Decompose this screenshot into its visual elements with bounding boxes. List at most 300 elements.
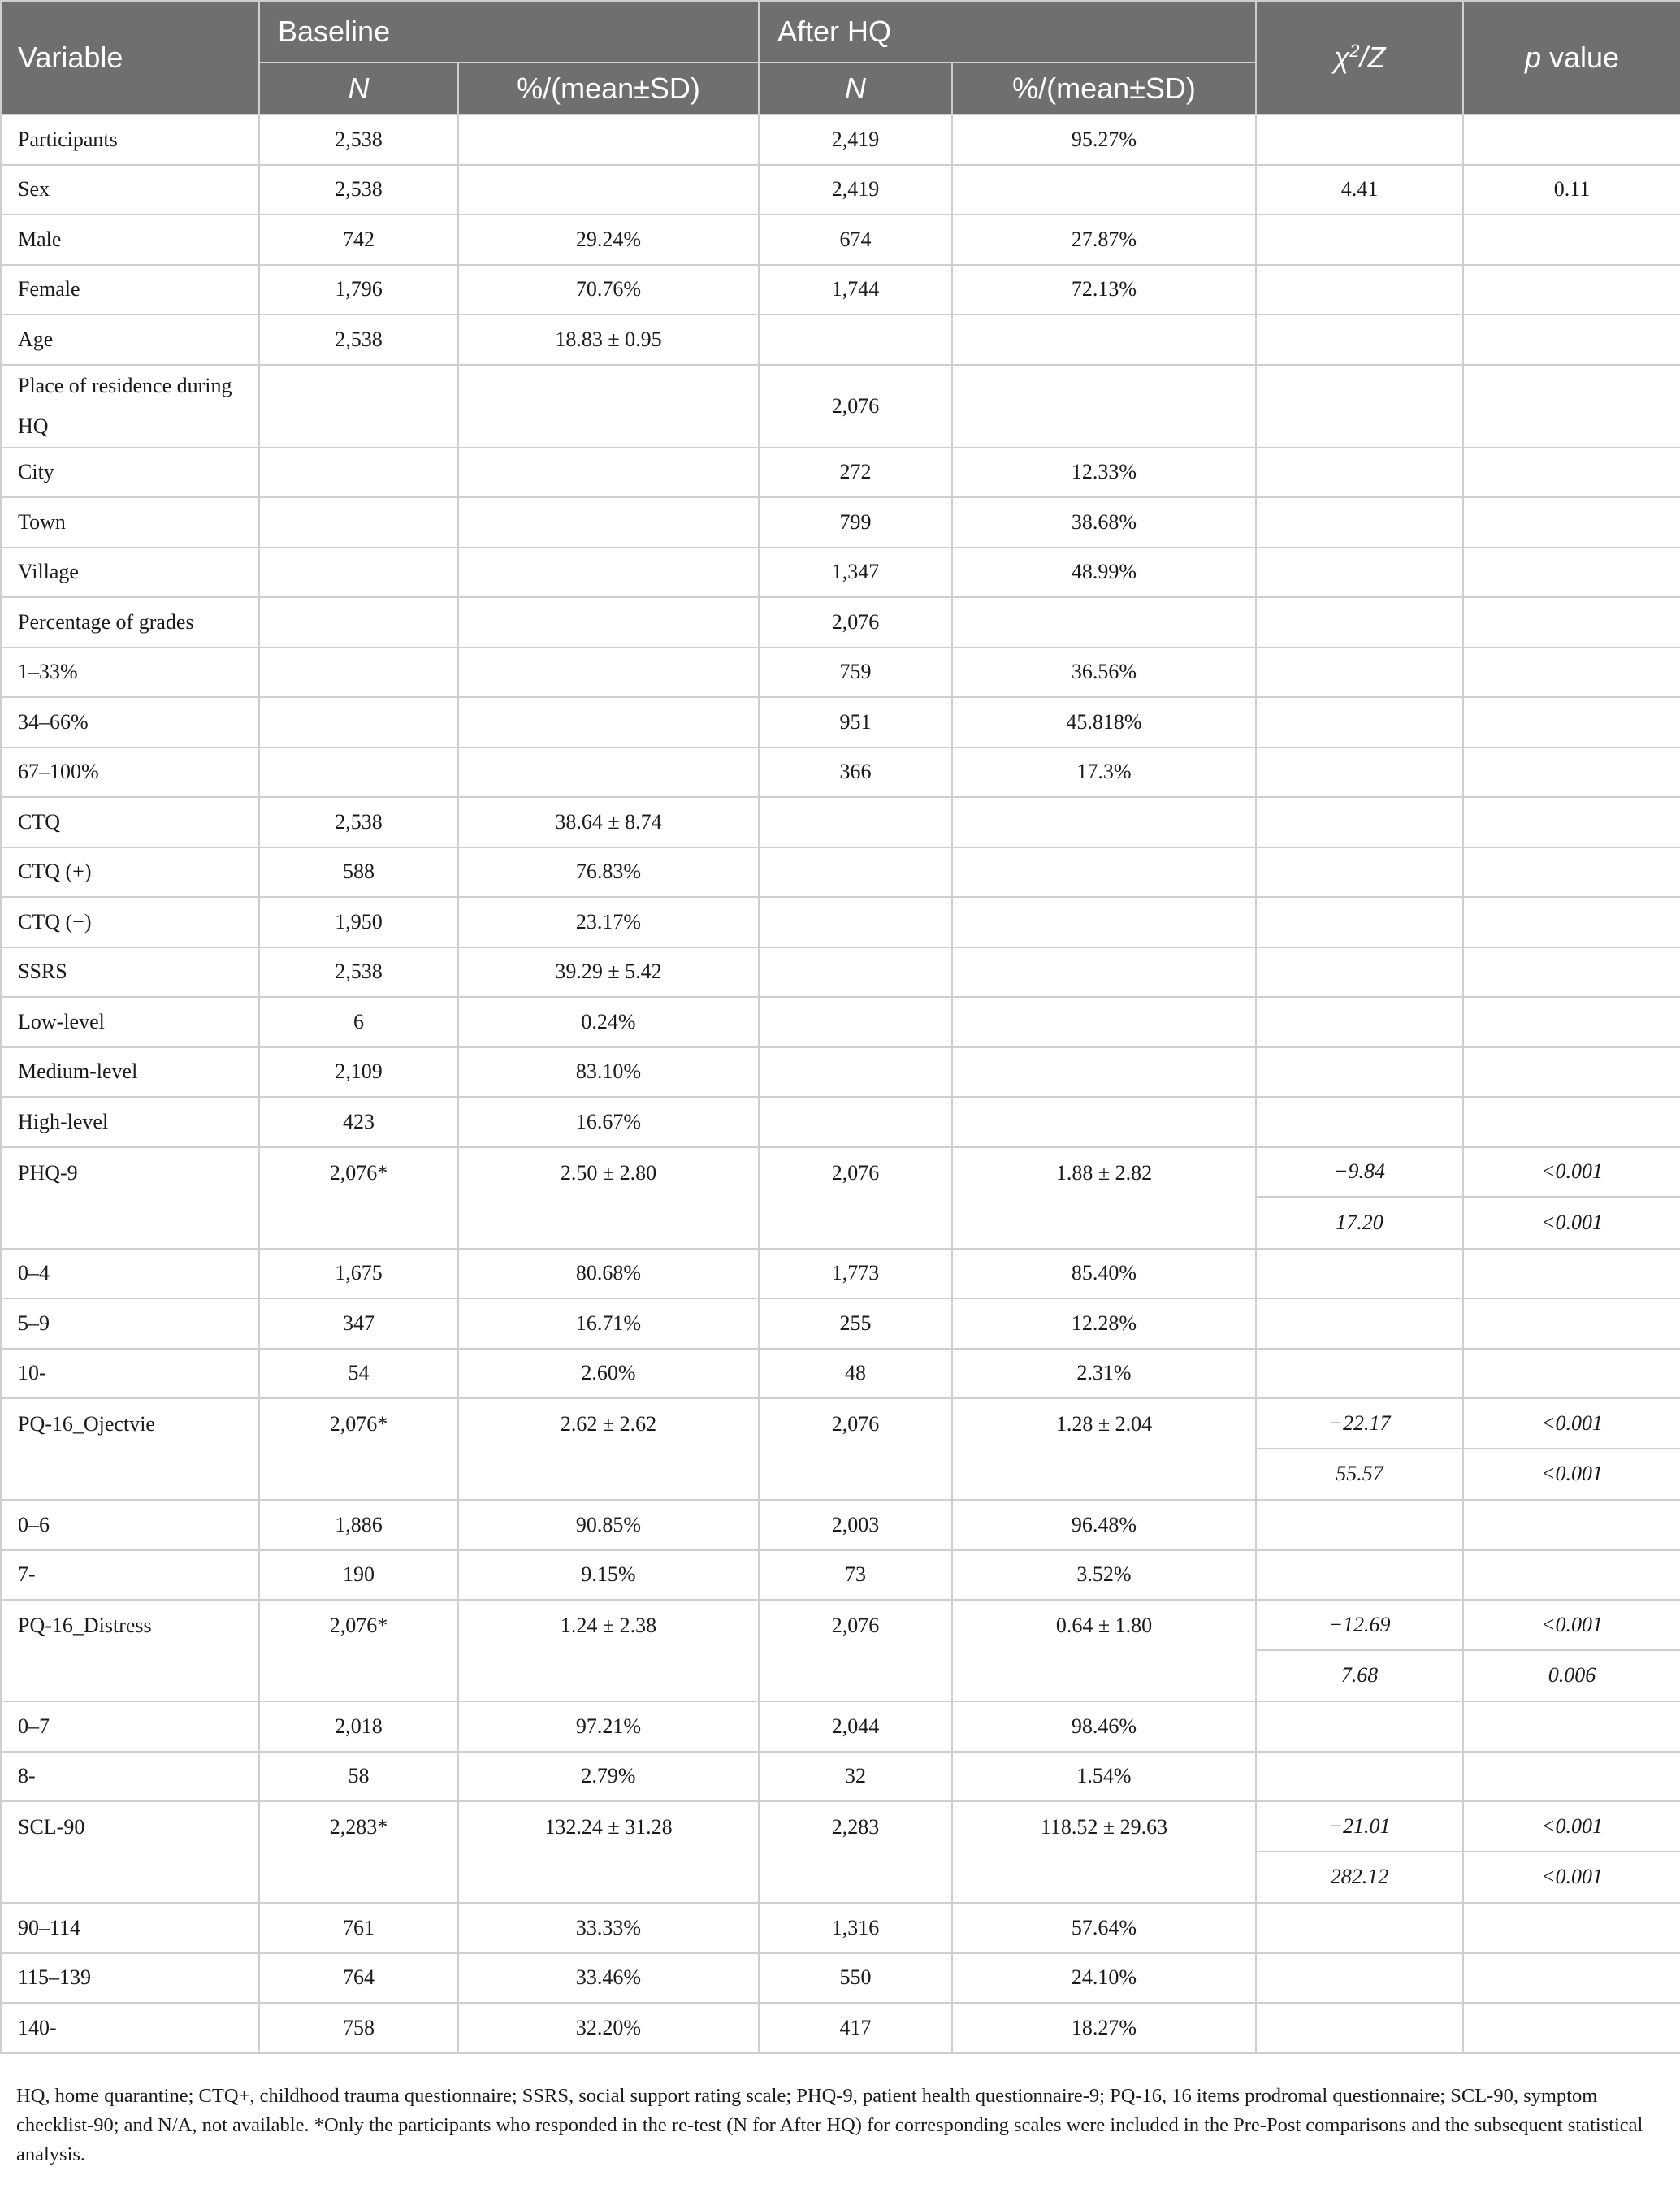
table-row	[1, 897, 1680, 947]
row-label: Participants	[1, 115, 259, 165]
header-baseline: Baseline	[259, 1, 759, 63]
cell-baseline-pct: 2.79%	[458, 1752, 759, 1802]
table-row	[1, 1500, 1680, 1550]
cell-baseline-n: 758	[259, 2003, 458, 2053]
table-row	[1, 1701, 1680, 1752]
header-after-n: N	[759, 63, 952, 115]
row-label: 140-	[1, 2003, 259, 2053]
cell-chi-stat: 7.68	[1340, 1663, 1379, 1688]
table-row	[1, 1349, 1680, 1399]
cell-baseline-pct: 16.71%	[458, 1298, 759, 1349]
cell-p-value	[1463, 597, 1680, 648]
cell-after-n: 1,347	[759, 548, 952, 598]
cell-baseline-pct: 70.76%	[458, 265, 759, 315]
cell-baseline-n: 2,538	[259, 947, 458, 998]
cell-baseline-n: 2,018	[259, 1701, 458, 1752]
cell-p-value	[1463, 1953, 1680, 2004]
cell-p-value	[1463, 448, 1680, 498]
header-variable: Variable	[1, 1, 259, 115]
cell-after-pct: 24.10%	[952, 1953, 1256, 2004]
cell-baseline-n: 347	[259, 1298, 458, 1349]
cell-after-pct: 118.52 ± 29.63	[952, 1801, 1256, 1903]
cell-after-n: 2,419	[759, 115, 952, 165]
table-row	[1, 697, 1680, 748]
cell-stat	[1256, 897, 1463, 947]
cell-p-value	[1463, 1047, 1680, 1098]
cell-after-pct: 96.48%	[952, 1500, 1256, 1550]
cell-p-value	[1463, 1752, 1680, 1802]
header-baseline-pct: %/(mean±SD)	[458, 63, 759, 115]
cell-p-value	[1463, 548, 1680, 598]
cell-after-pct	[952, 597, 1256, 648]
header-baseline-n: N	[259, 63, 458, 115]
cell-baseline-n	[259, 497, 458, 548]
cell-baseline-pct: 38.64 ± 8.74	[458, 797, 759, 847]
cell-after-n	[759, 897, 952, 947]
cell-baseline-n: 742	[259, 214, 458, 265]
cell-p-value	[1463, 648, 1680, 698]
cell-p-value	[1463, 1500, 1680, 1550]
cell-baseline-n	[259, 548, 458, 598]
cell-stat	[1256, 365, 1463, 448]
cell-after-pct: 27.87%	[952, 214, 1256, 265]
table-row	[1, 1398, 1680, 1500]
cell-stat	[1256, 1500, 1463, 1550]
cell-baseline-pct	[458, 548, 759, 598]
cell-stat	[1256, 1097, 1463, 1147]
cell-baseline-pct: 39.29 ± 5.42	[458, 947, 759, 998]
cell-p-value: <0.001	[1464, 1399, 1680, 1450]
cell-after-pct: 38.68%	[952, 497, 1256, 548]
row-label: 1–33%	[1, 648, 259, 698]
table-row	[1, 1903, 1680, 1953]
cell-baseline-n: 1,950	[259, 897, 458, 947]
cell-p-value	[1463, 2003, 1680, 2053]
cell-baseline-pct: 16.67%	[458, 1097, 759, 1147]
cell-p-value-2: 0.006	[1548, 1663, 1596, 1688]
cell-baseline-n: 2,538	[259, 165, 458, 215]
cell-stat	[1256, 1298, 1463, 1349]
cell-p-value	[1463, 365, 1680, 448]
row-label: Female	[1, 265, 259, 315]
row-label: 8-	[1, 1752, 259, 1802]
cell-baseline-pct: 0.24%	[458, 997, 759, 1047]
cell-baseline-n: 2,076*	[259, 1147, 458, 1249]
table-row	[1, 448, 1680, 498]
cell-stat	[1256, 697, 1463, 748]
cell-after-pct: 0.64 ± 1.80	[952, 1600, 1256, 1701]
cell-stat	[1256, 1701, 1463, 1752]
cell-baseline-n: 1,675	[259, 1249, 458, 1299]
table-row	[1, 214, 1680, 265]
cell-stat	[1256, 748, 1463, 798]
table-row	[1, 497, 1680, 548]
cell-p-value	[1463, 847, 1680, 898]
cell-baseline-pct: 2.62 ± 2.62	[458, 1398, 759, 1500]
table-row	[1, 548, 1680, 598]
cell-baseline-n	[259, 365, 458, 448]
cell-after-pct: 57.64%	[952, 1903, 1256, 1953]
cell-after-pct	[952, 997, 1256, 1047]
cell-p-value	[1463, 1349, 1680, 1399]
cell-baseline-n	[259, 748, 458, 798]
cell-stat	[1256, 947, 1463, 998]
cell-baseline-n	[259, 597, 458, 648]
cell-after-n: 1,744	[759, 265, 952, 315]
table-row	[1, 1097, 1680, 1147]
cell-after-n: 550	[759, 1953, 952, 2004]
cell-baseline-pct: 29.24%	[458, 214, 759, 265]
cell-baseline-pct	[458, 165, 759, 215]
table-row	[1, 597, 1680, 648]
cell-stat	[1256, 1953, 1463, 2004]
cell-stat	[1256, 448, 1463, 498]
row-label: SSRS	[1, 947, 259, 998]
cell-baseline-n: 2,538	[259, 797, 458, 847]
header-after-hq: After HQ	[759, 1, 1256, 63]
cell-stat	[1256, 1249, 1463, 1299]
cell-after-n: 799	[759, 497, 952, 548]
cell-after-pct	[952, 1097, 1256, 1147]
row-label: High-level	[1, 1097, 259, 1147]
cell-baseline-n: 2,076*	[259, 1600, 458, 1701]
cell-stat	[1256, 997, 1463, 1047]
table-row	[1, 265, 1680, 315]
table-row	[1, 1953, 1680, 2004]
cell-after-pct: 36.56%	[952, 648, 1256, 698]
cell-stat-stack	[1256, 1147, 1463, 1249]
cell-baseline-pct	[458, 648, 759, 698]
cell-after-n: 272	[759, 448, 952, 498]
row-label: Percentage of grades	[1, 597, 259, 648]
cell-stat	[1256, 797, 1463, 847]
cell-after-pct: 17.3%	[952, 748, 1256, 798]
cell-baseline-n: 2,109	[259, 1047, 458, 1098]
row-label: Low-level	[1, 997, 259, 1047]
table-row	[1, 997, 1680, 1047]
cell-after-n: 32	[759, 1752, 952, 1802]
cell-p-value: 0.11	[1463, 165, 1680, 215]
cell-stat	[1256, 115, 1463, 165]
cell-after-pct	[952, 165, 1256, 215]
table-row	[1, 2003, 1680, 2053]
cell-p-value	[1463, 1903, 1680, 1953]
cell-baseline-n: 2,538	[259, 314, 458, 365]
row-label: PQ-16_Distress	[1, 1600, 259, 1701]
cell-baseline-pct: 33.33%	[458, 1903, 759, 1953]
cell-after-n	[759, 947, 952, 998]
row-label: Place of residence during HQ	[1, 365, 259, 448]
cell-baseline-n: 1,886	[259, 1500, 458, 1550]
cell-p-value: <0.001	[1464, 1148, 1680, 1198]
cell-stat-stack	[1256, 1398, 1463, 1500]
row-label: 10-	[1, 1349, 259, 1399]
cell-after-pct: 72.13%	[952, 265, 1256, 315]
row-label: CTQ	[1, 797, 259, 847]
cell-stat	[1256, 548, 1463, 598]
table-row	[1, 1298, 1680, 1349]
row-label: 0–6	[1, 1500, 259, 1550]
row-label: Town	[1, 497, 259, 548]
cell-baseline-n	[259, 448, 458, 498]
cell-baseline-pct: 83.10%	[458, 1047, 759, 1098]
cell-after-pct	[952, 1047, 1256, 1098]
row-label: SCL-90	[1, 1801, 259, 1903]
table-row	[1, 1600, 1680, 1701]
row-label: CTQ (+)	[1, 847, 259, 898]
cell-p-stack	[1463, 1147, 1680, 1249]
cell-after-pct: 98.46%	[952, 1701, 1256, 1752]
header-p-value: p value	[1463, 1, 1680, 115]
row-label: PQ-16_Ojectvie	[1, 1398, 259, 1500]
cell-after-n: 1,773	[759, 1249, 952, 1299]
cell-after-n: 366	[759, 748, 952, 798]
cell-after-pct: 1.88 ± 2.82	[952, 1147, 1256, 1249]
cell-baseline-pct: 23.17%	[458, 897, 759, 947]
cell-stat	[1256, 497, 1463, 548]
cell-baseline-n	[259, 697, 458, 748]
row-label: 115–139	[1, 1953, 259, 2004]
cell-z-stat: −12.69	[1257, 1601, 1462, 1651]
cell-p-value	[1463, 1298, 1680, 1349]
cell-after-n: 2,003	[759, 1500, 952, 1550]
row-label: 7-	[1, 1550, 259, 1601]
row-label: Age	[1, 314, 259, 365]
table-body	[1, 115, 1680, 2053]
table-row	[1, 365, 1680, 448]
cell-after-n	[759, 847, 952, 898]
cell-baseline-n: 761	[259, 1903, 458, 1953]
cell-after-pct: 12.33%	[952, 448, 1256, 498]
cell-p-value	[1463, 314, 1680, 365]
cell-after-n: 2,283	[759, 1801, 952, 1903]
header-after-pct: %/(mean±SD)	[952, 63, 1256, 115]
table-row	[1, 1550, 1680, 1601]
row-label: 34–66%	[1, 697, 259, 748]
cell-after-pct	[952, 897, 1256, 947]
table-row	[1, 165, 1680, 215]
cell-stat	[1256, 648, 1463, 698]
cell-stat	[1256, 1752, 1463, 1802]
row-label: 0–4	[1, 1249, 259, 1299]
cell-after-pct	[952, 365, 1256, 448]
cell-after-n: 2,076	[759, 1398, 952, 1500]
table-row	[1, 1147, 1680, 1249]
cell-baseline-n: 2,283*	[259, 1801, 458, 1903]
cell-baseline-pct	[458, 448, 759, 498]
cell-baseline-pct	[458, 365, 759, 448]
row-label: 67–100%	[1, 748, 259, 798]
row-label: Sex	[1, 165, 259, 215]
table-row	[1, 314, 1680, 365]
cell-baseline-n: 588	[259, 847, 458, 898]
table-row	[1, 1249, 1680, 1299]
row-label: City	[1, 448, 259, 498]
table-row	[1, 648, 1680, 698]
cell-baseline-pct: 32.20%	[458, 2003, 759, 2053]
cell-stat-stack	[1256, 1801, 1463, 1903]
cell-p-stack	[1463, 1600, 1680, 1701]
cell-chi-stat: 282.12	[1330, 1865, 1389, 1889]
cell-z-stat: −21.01	[1257, 1802, 1462, 1852]
cell-p-stack	[1463, 1398, 1680, 1500]
cell-after-n	[759, 997, 952, 1047]
cell-baseline-pct: 2.60%	[458, 1349, 759, 1399]
cell-stat	[1256, 214, 1463, 265]
cell-baseline-pct: 33.46%	[458, 1953, 759, 2004]
cell-baseline-n: 6	[259, 997, 458, 1047]
cell-after-pct	[952, 797, 1256, 847]
cell-after-pct: 48.99%	[952, 548, 1256, 598]
cell-after-n: 417	[759, 2003, 952, 2053]
cell-after-n: 759	[759, 648, 952, 698]
cell-after-n: 1,316	[759, 1903, 952, 1953]
row-label: Medium-level	[1, 1047, 259, 1098]
cell-stat	[1256, 597, 1463, 648]
table-row	[1, 1047, 1680, 1098]
cell-p-value	[1463, 797, 1680, 847]
cell-p-value	[1463, 947, 1680, 998]
cell-after-n: 2,419	[759, 165, 952, 215]
cell-baseline-pct: 76.83%	[458, 847, 759, 898]
cell-baseline-pct	[458, 597, 759, 648]
cell-baseline-pct: 1.24 ± 2.38	[458, 1600, 759, 1701]
row-label: 0–7	[1, 1701, 259, 1752]
cell-after-pct	[952, 314, 1256, 365]
cell-stat	[1256, 1903, 1463, 1953]
cell-baseline-pct	[458, 115, 759, 165]
cell-after-n: 2,044	[759, 1701, 952, 1752]
cell-after-n: 674	[759, 214, 952, 265]
cell-stat	[1256, 265, 1463, 315]
cell-p-value-2: <0.001	[1540, 1865, 1604, 1889]
cell-after-n: 2,076	[759, 1600, 952, 1701]
cell-p-value	[1463, 214, 1680, 265]
cell-after-n: 255	[759, 1298, 952, 1349]
table-row	[1, 748, 1680, 798]
row-label: PHQ-9	[1, 1147, 259, 1249]
cell-baseline-n: 1,796	[259, 265, 458, 315]
cell-after-pct: 1.54%	[952, 1752, 1256, 1802]
cell-after-pct: 45.818%	[952, 697, 1256, 748]
cell-baseline-n: 2,076*	[259, 1398, 458, 1500]
cell-baseline-pct: 97.21%	[458, 1701, 759, 1752]
cell-baseline-pct: 80.68%	[458, 1249, 759, 1299]
cell-baseline-pct	[458, 697, 759, 748]
row-label: 5–9	[1, 1298, 259, 1349]
cell-p-value	[1463, 115, 1680, 165]
cell-after-n: 73	[759, 1550, 952, 1601]
row-label: CTQ (−)	[1, 897, 259, 947]
cell-stat-stack	[1256, 1600, 1463, 1701]
cell-p-value	[1463, 497, 1680, 548]
cell-baseline-pct: 2.50 ± 2.80	[458, 1147, 759, 1249]
cell-after-pct: 95.27%	[952, 115, 1256, 165]
table-row	[1, 1801, 1680, 1903]
cell-p-value-2: <0.001	[1540, 1210, 1604, 1234]
footnote: HQ, home quarantine; CTQ+, childhood trauma questionnaire; SSRS, social support rating scale; PHQ-9, patient health questionnaire-9; PQ-16, 16 items prodromal questionnaire; SCL-90, symptom checklist-90; and N/A, not available. *Only the participants who responded in the re-test (N for After HQ) for corresponding scales were included in the Pre-Post comparisons and the subsequent statistical analysis.	[16, 2085, 1643, 2165]
cell-after-pct: 3.52%	[952, 1550, 1256, 1601]
cell-stat	[1256, 1349, 1463, 1399]
cell-after-n	[759, 314, 952, 365]
cell-baseline-pct	[458, 748, 759, 798]
cell-z-stat: −22.17	[1257, 1399, 1462, 1450]
row-label: 90–114	[1, 1903, 259, 1953]
cell-baseline-n: 764	[259, 1953, 458, 2004]
cell-baseline-n: 2,538	[259, 115, 458, 165]
cell-p-value	[1463, 748, 1680, 798]
table-header	[1, 1, 1680, 115]
cell-after-n: 951	[759, 697, 952, 748]
cell-p-value	[1463, 1097, 1680, 1147]
cell-after-pct: 1.28 ± 2.04	[952, 1398, 1256, 1500]
cell-p-value	[1463, 697, 1680, 748]
cell-stat	[1256, 847, 1463, 898]
cell-p-stack	[1463, 1801, 1680, 1903]
cell-chi-stat: 17.20	[1336, 1210, 1383, 1234]
cell-baseline-pct	[458, 497, 759, 548]
table-row	[1, 115, 1680, 165]
table-row	[1, 947, 1680, 998]
cell-stat	[1256, 314, 1463, 365]
cell-after-n: 2,076	[759, 365, 952, 448]
cell-after-n: 48	[759, 1349, 952, 1399]
cell-p-value-2: <0.001	[1540, 1462, 1604, 1486]
cell-baseline-n	[259, 648, 458, 698]
cell-after-n: 2,076	[759, 597, 952, 648]
cell-baseline-pct: 132.24 ± 31.28	[458, 1801, 759, 1903]
cell-after-pct: 2.31%	[952, 1349, 1256, 1399]
table-row	[1, 797, 1680, 847]
row-label: Male	[1, 214, 259, 265]
cell-after-n	[759, 797, 952, 847]
cell-p-value	[1463, 1701, 1680, 1752]
cell-stat	[1256, 2003, 1463, 2053]
cell-after-pct: 12.28%	[952, 1298, 1256, 1349]
cell-baseline-pct: 18.83 ± 0.95	[458, 314, 759, 365]
cell-p-value	[1463, 897, 1680, 947]
cell-baseline-pct: 9.15%	[458, 1550, 759, 1601]
cell-stat	[1256, 1047, 1463, 1098]
cell-p-value	[1463, 997, 1680, 1047]
row-label: Village	[1, 548, 259, 598]
cell-baseline-n: 190	[259, 1550, 458, 1601]
cell-after-n: 2,076	[759, 1147, 952, 1249]
cell-baseline-n: 58	[259, 1752, 458, 1802]
cell-after-pct	[952, 847, 1256, 898]
cell-p-value	[1463, 1249, 1680, 1299]
cell-baseline-n: 54	[259, 1349, 458, 1399]
cell-z-stat: −9.84	[1257, 1148, 1462, 1198]
cell-stat: 4.41	[1256, 165, 1463, 215]
cell-chi-stat: 55.57	[1336, 1462, 1383, 1486]
cell-p-value: <0.001	[1464, 1601, 1680, 1651]
cell-after-n	[759, 1047, 952, 1098]
cell-p-value	[1463, 1550, 1680, 1601]
cell-baseline-pct: 90.85%	[458, 1500, 759, 1550]
table-row	[1, 847, 1680, 898]
cell-p-value: <0.001	[1464, 1802, 1680, 1852]
table-row	[1, 1752, 1680, 1802]
cell-p-value	[1463, 265, 1680, 315]
cell-after-pct	[952, 947, 1256, 998]
cell-stat	[1256, 1550, 1463, 1601]
cell-baseline-n: 423	[259, 1097, 458, 1147]
cell-after-n	[759, 1097, 952, 1147]
cell-after-pct: 85.40%	[952, 1249, 1256, 1299]
cell-after-pct: 18.27%	[952, 2003, 1256, 2053]
header-chi-z: $\chi^2/Z$	[1256, 1, 1463, 115]
